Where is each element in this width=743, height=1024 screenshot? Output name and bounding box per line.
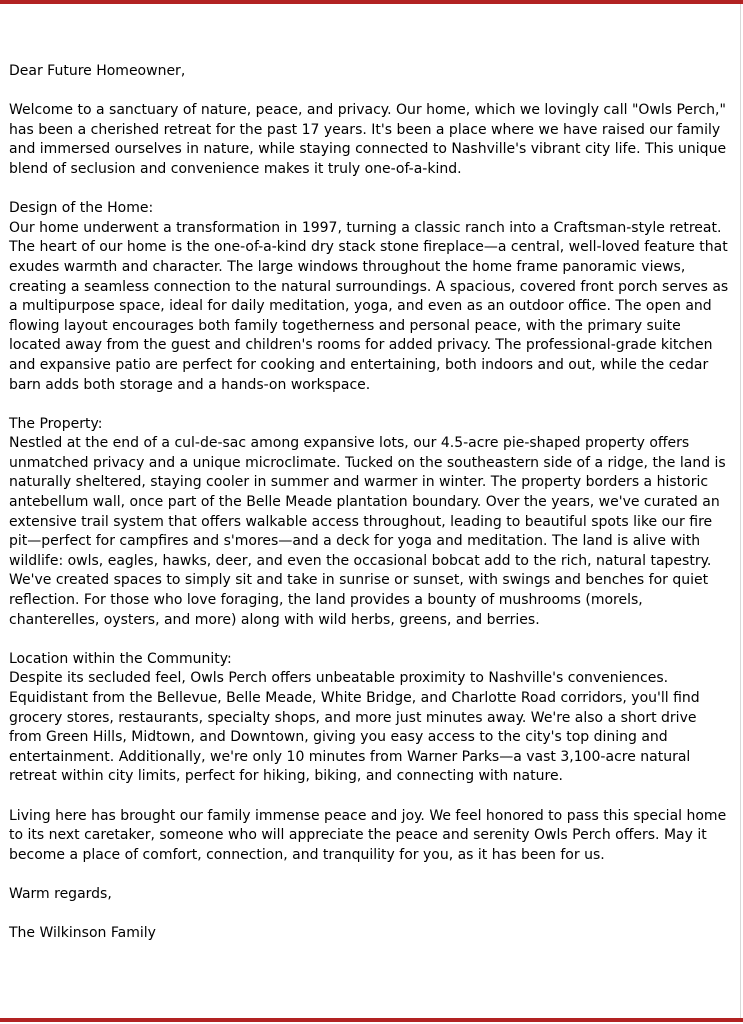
intro-paragraph: Welcome to a sanctuary of nature, peace, and privacy. Our home, which we lovingly call "Owls Perch," has been a cherished retreat for the past 17 years. It's been a place where we have raised our family and immersed ourselves in nature, while staying connected to Nashville's vibrant city life. This unique blend of seclusion and convenience makes it truly one-of-a-kind. bbox=[9, 102, 727, 177]
property-section bbox=[9, 415, 733, 631]
property-heading: The Property: bbox=[9, 415, 103, 432]
salutation: Dear Future Homeowner, bbox=[9, 63, 186, 79]
top-border-rule bbox=[0, 0, 743, 4]
property-body: Nestled at the end of a cul-de-sac among expansive lots, our 4.5-acre pie-shaped property offers unmatched privacy and a unique microclimate. Tucked on the southeastern side of a ridge, the land is naturally sheltered, staying cooler in summer and warmer in winter. The property borders a historic antebellum wall, once part of the Belle Meade plantation boundary. Over the years, we've curated an extensive trail system that offers walkable access throughout, leading to beautiful spots like our fire pit—perfect for campfires and s'mores—and a deck for yoga and meditation. The land is alive with wildlife: owls, eagles, hawks, deer, and even the occasional bobcat add to the rich, natural tapestry. We've created spaces to simply sit and take in sunrise or sunset, with swings and benches for quiet reflection. For those who love foraging, the land provides a bounty of mushrooms (morels, chanterelles, oysters, and more) along with wild herbs, greens, and berries. bbox=[9, 435, 726, 628]
letter-body bbox=[9, 62, 733, 963]
bottom-border-rule bbox=[0, 1018, 743, 1022]
right-page-edge bbox=[740, 4, 741, 1018]
location-heading: Location within the Community: bbox=[9, 650, 232, 667]
design-body: Our home underwent a transformation in 1997, turning a classic ranch into a Craftsman-style retreat. The heart of our home is the one-of-a-kind dry stack stone fireplace—a central, well-loved feature that exudes warmth and character. The large windows throughout the home frame panoramic views, creating a seamless connection to the natural surroundings. A spacious, covered front porch serves as a multipurpose space, ideal for daily meditation, yoga, and even as an outdoor office. The open and flowing layout encourages both family togetherness and personal peace, with the primary suite located away from the guest and children's rooms for added privacy. The professional-grade kitchen and expansive patio are perfect for cooking and entertaining, both indoors and out, while the cedar barn adds both storage and a hands-on workspace. bbox=[9, 219, 729, 393]
location-body: Despite its secluded feel, Owls Perch offers unbeatable proximity to Nashville's conveniences. Equidistant from the Bellevue, Belle Meade, White Bridge, and Charlotte Road corridors, you'll find grocery stores, restaurants, specialty shops, and more just minutes away. We're also a short drive from Green Hills, Midtown, and Downtown, giving you easy access to the city's top dining and entertainment. Additionally, we're only 10 minutes from Warner Parks—a vast 3,100-acre natural retreat within city limits, perfect for hiking, biking, and connecting with nature. bbox=[9, 670, 700, 785]
design-section bbox=[9, 199, 733, 395]
signoff: Warm regards, bbox=[9, 885, 112, 902]
location-section bbox=[9, 650, 733, 787]
closing-paragraph: Living here has brought our family immense peace and joy. We feel honored to pass this special home to its next caretaker, someone who will appreciate the peace and serenity Owls Perch offers. May it become a place of comfort, connection, and tranquility for you, as it has been for us. bbox=[9, 807, 727, 863]
signature: The Wilkinson Family bbox=[9, 925, 156, 942]
design-heading: Design of the Home: bbox=[9, 200, 154, 217]
